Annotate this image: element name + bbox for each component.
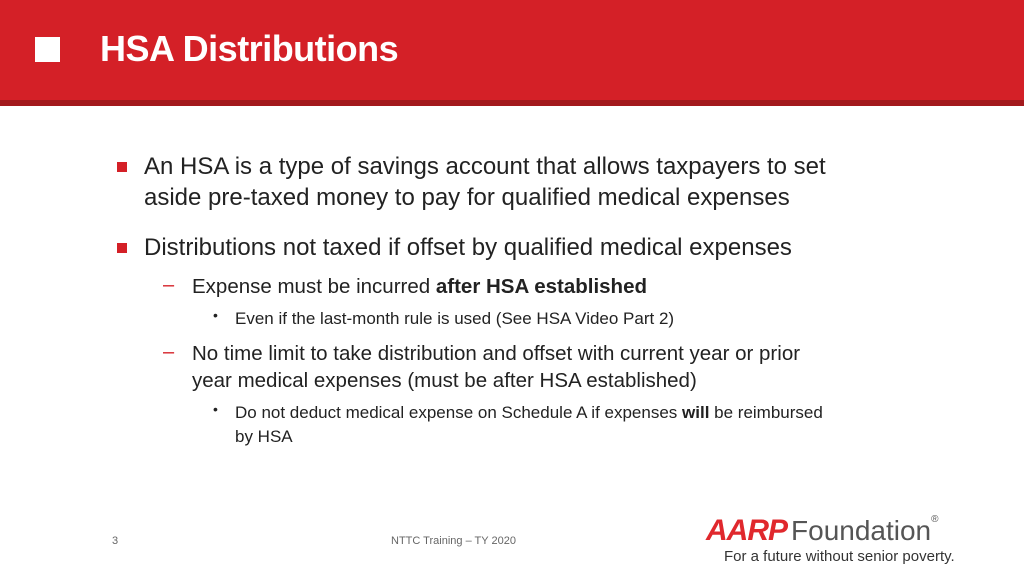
logo-registered-mark: ® — [931, 514, 939, 525]
sub-sub-bullet-2-text-after: be reimbursed — [709, 403, 823, 422]
footer-text: NTTC Training – TY 2020 — [391, 535, 516, 547]
slide-number: 3 — [112, 535, 119, 547]
bullet-square-icon — [117, 243, 127, 253]
sub-bullet-2-line-1: No time limit to take distribution and offset with current year or prior — [192, 342, 801, 365]
dash-bullet-icon: – — [163, 341, 175, 363]
logo-tagline: For a future without senior poverty. — [724, 548, 955, 565]
sub-sub-bullet-2-text-before: Do not deduct medical expense on Schedule A if expenses — [235, 403, 683, 422]
logo-wordmark — [706, 514, 939, 548]
sub-sub-bullet-2-line-1 — [235, 401, 823, 425]
sub-bullet-1-text: Expense must be incurred — [192, 275, 436, 298]
slide-title: HSA Distributions — [100, 28, 399, 69]
sub-bullet-1 — [192, 273, 647, 300]
sub-sub-bullet-2-bold: will — [682, 403, 710, 422]
bullet-square-icon — [117, 162, 127, 172]
bullet-1-line-2: aside pre-taxed money to pay for qualified medical expenses — [144, 184, 790, 211]
logo-name: Foundation — [791, 515, 932, 546]
title-bar — [0, 0, 1024, 100]
dot-bullet-icon: • — [213, 401, 218, 417]
dot-bullet-icon: • — [213, 307, 218, 323]
logo-brand: AARP — [706, 514, 788, 547]
bullet-2-text: Distributions not taxed if offset by qualified medical expenses — [144, 234, 792, 261]
dash-bullet-icon: – — [163, 274, 175, 296]
sub-bullet-2-line-2: year medical expenses (must be after HSA established) — [192, 369, 697, 392]
title-square-icon — [35, 37, 60, 62]
sub-bullet-1-bold: after HSA established — [435, 275, 647, 298]
aarp-foundation-logo — [706, 514, 996, 570]
bullet-1-line-1: An HSA is a type of savings account that allows taxpayers to set — [144, 153, 826, 180]
title-bar-underline — [0, 100, 1024, 106]
sub-sub-bullet-1: Even if the last-month rule is used (See HSA Video Part 2) — [235, 309, 675, 328]
sub-sub-bullet-2-line-2: by HSA — [235, 427, 293, 446]
